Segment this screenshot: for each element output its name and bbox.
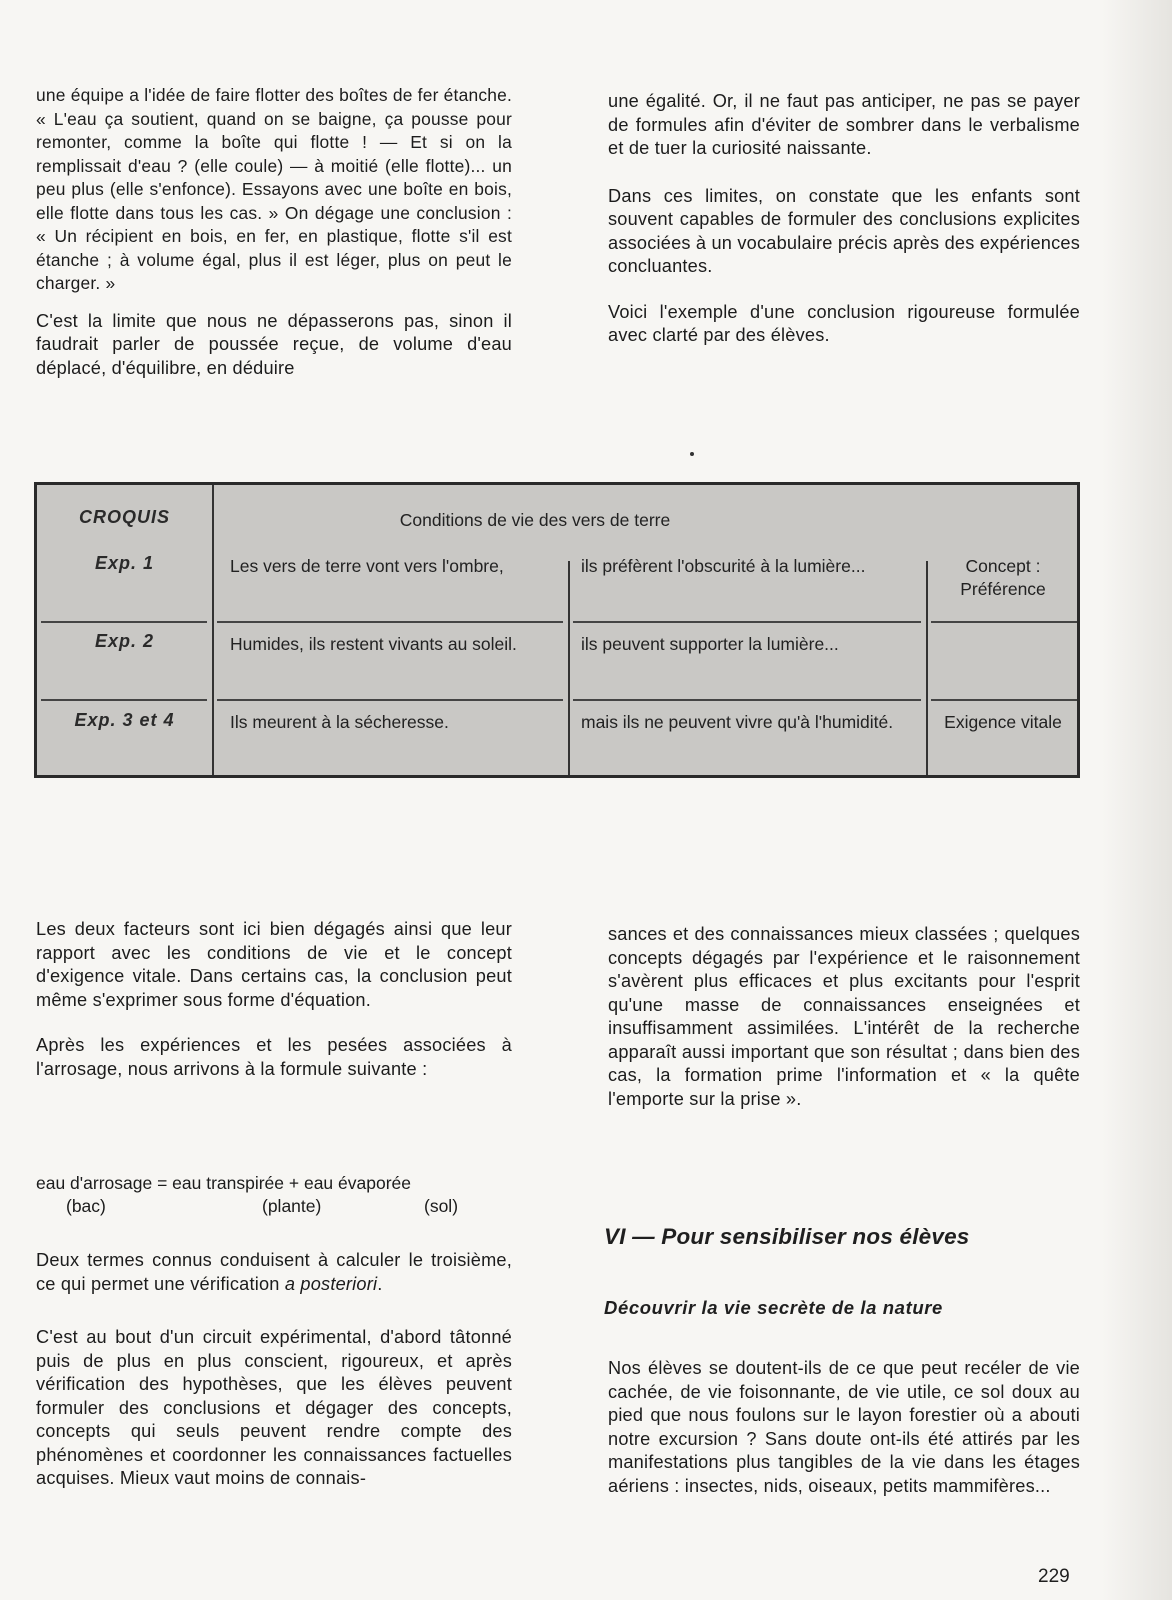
text-a-posteriori: a posteriori	[284, 1273, 378, 1294]
left-column-bottom	[36, 918, 512, 1081]
table-observation: Humides, ils restent vivants au soleil.	[230, 634, 517, 654]
print-speck	[690, 452, 694, 456]
right-column-bottom-2	[608, 1357, 1080, 1498]
table-divider-middle	[568, 561, 570, 775]
text-period: .	[377, 1273, 383, 1294]
paragraph-experimental-circuit: C'est au bout d'un circuit expérimental, d'abord tâtonné puis de plus en plus conscient, rigoureux, et après vérification des hypothèses, que les élèves peuvent formuler des conclusions et dégager des concepts, concepts qui seuls peuvent rendre compte des phénomènes et coordonner les connaissances factuelles acquises. Mieux vaut moins de connais-	[36, 1327, 512, 1488]
subsection-heading: Découvrir la vie secrète de la nature	[604, 1297, 943, 1318]
table-row-line	[217, 699, 563, 701]
table-exp-label: Exp. 2	[94, 631, 155, 651]
table-title: Conditions de vie des vers de terre	[399, 510, 671, 530]
page-edge-shadow	[1102, 0, 1172, 1600]
table-exp-label: Exp. 3 et 4	[74, 710, 175, 730]
paragraph-two-factors: Les deux facteurs sont ici bien dégagés ainsi que leur rapport avec les conditions de vie et le concept d'exigence vitale. Dans certains cas, la conclusion peut même s'exprimer sous forme d'équation.	[36, 919, 512, 1010]
equation-label-plante: (plante)	[262, 1196, 322, 1216]
paragraph-floating-boxes: une équipe a l'idée de faire flotter des boîtes de fer étanche. « L'eau ça soutient, quand on se baigne, ça pousse pour remonter, comme la boîte qui flotte ! — Et si on la remplissait d'eau ? (elle coule) — à moitié (elle flotte)... un peu plus (elle s'enfonce). Essayons avec une boîte en bois, elle flotte dans tous les cas. » On dégage une conclusion : « Un récipient en bois, en fer, en plastique, flotte s'il est étanche ; à volume égal, plus il est léger, plus on peut le charger. »	[36, 85, 512, 293]
table-interpretation: ils préfèrent l'obscurité à la lumière...	[581, 556, 866, 576]
table-observation: Les vers de terre vont vers l'ombre,	[230, 556, 504, 576]
table-row-line	[573, 621, 921, 623]
paragraph-limits: Dans ces limites, on constate que les enfants sont souvent capables de formuler des conclusions explicites associées à un vocabulaire précis après des expériences concluantes.	[608, 185, 1081, 276]
paragraph-two-terms	[36, 1249, 512, 1296]
table-row-line	[931, 699, 1077, 701]
table-header-croquis: CROQUIS	[78, 507, 170, 527]
table-observation: Ils meurent à la sécheresse.	[230, 712, 449, 732]
right-column-bottom	[608, 923, 1080, 1111]
page-number: 229	[1038, 1566, 1070, 1587]
paragraph-knowledge: sances et des connaissances mieux classées ; quelques concepts dégagés par l'expérience et le raisonnement s'avèrent plus efficaces et plus excitants pour l'esprit qu'une masse de connaissances enseignées et insuffisamment assimilées. L'intérêt de la recherche apparaît aussi important que son résultat ; dans bien des cas, la formation prime l'information et « la quête l'emporte sur la prise ».	[608, 924, 1080, 1109]
section-heading: VI — Pour sensibiliser nos élèves	[604, 1224, 970, 1249]
table-row-line	[931, 621, 1077, 623]
paragraph-limit: C'est la limite que nous ne dépasserons pas, sinon il faudrait parler de poussée reçue, de volume d'eau déplacé, d'équilibre, en déduire	[36, 310, 512, 378]
left-column-bottom-2	[36, 1249, 512, 1491]
table-interpretation: ils peuvent supporter la lumière...	[581, 634, 839, 654]
right-column-top	[608, 90, 1080, 348]
table-divider-concept	[926, 561, 928, 775]
water-equation: eau d'arrosage = eau transpirée + eau évaporée	[36, 1173, 412, 1193]
table-divider-croquis	[212, 485, 214, 775]
text-two-terms: Deux termes connus conduisent à calculer le troisième, ce qui permet une vérification	[36, 1250, 512, 1294]
table-exp-label: Exp. 1	[94, 553, 155, 573]
paragraph-example-intro: Voici l'exemple d'une conclusion rigoureuse formulée avec clarté par des élèves.	[608, 301, 1080, 345]
left-column-top	[36, 84, 512, 380]
table-row-line	[41, 621, 207, 623]
table-concept: Exigence vitale	[944, 712, 1062, 732]
equation-label-sol: (sol)	[424, 1196, 459, 1216]
table-row-line	[217, 621, 563, 623]
equation-label-bac: (bac)	[66, 1196, 106, 1216]
table-interpretation: mais ils ne peuvent vivre qu'à l'humidité.	[581, 712, 894, 732]
paragraph-hidden-life: Nos élèves se doutent-ils de ce que peut recéler de vie cachée, de vie foisonnante, de vie utile, ce sol doux au pied que nous foulons sur le layon forestier où a abouti notre excursion ? Sans doute ont-ils été attirés par les manifestations plus tangibles de la vie dans les étages aériens : insectes, nids, oiseaux, petits mammifères...	[608, 1358, 1080, 1496]
table-row-line	[573, 699, 921, 701]
table-row-line	[41, 699, 207, 701]
table-concept: Concept : Préférence	[960, 556, 1046, 599]
paragraph-equality: une égalité. Or, il ne faut pas anticiper, ne pas se payer de formules afin d'éviter de sombrer dans le verbalisme et de tuer la curiosité naissante.	[608, 91, 1080, 158]
paragraph-after-experiments: Après les expériences et les pesées associées à l'arrosage, nous arrivons à la formule suivante :	[36, 1035, 512, 1079]
worm-conditions-table	[34, 482, 1080, 778]
